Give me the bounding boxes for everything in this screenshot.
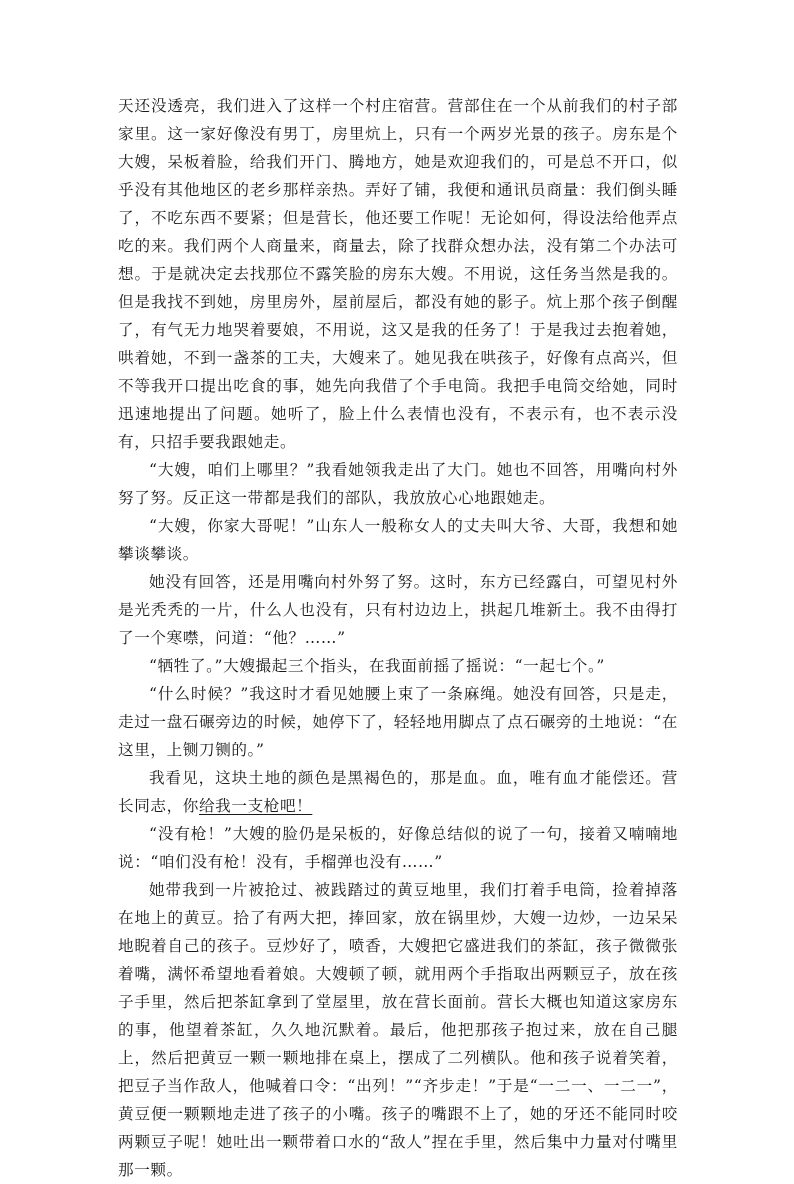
paragraph-7 [118,764,678,820]
paragraph-7-text: 我看见，这块土地的颜色是黑褐色的，那是血。血，唯有血才能偿还。营长同志，你 [118,769,678,815]
paragraph-3: “大嫂，你家大哥呢！”山东人一般称女人的丈夫叫大爷、大哥，我想和她攀谈攀谈。 [118,517,678,563]
paragraph-4: 她没有回答，还是用嘴向村外努了努。这时，东方已经露白，可望见村外是光秃秃的一片，什么人也没有，只有村边边上，拱起几堆新土。我不由得打了一个寒噤，问道：“他？……” [118,573,678,647]
paragraph-5: “牺牲了。”大嫂撮起三个指头，在我面前摇了摇说：“一起七个。” [149,657,605,675]
paragraph-2: “大嫂，咱们上哪里？”我看她领我走出了大门。她也不回答，用嘴向村外努了努。反正这一带都是我们的部队，我放放心心地跟她走。 [118,461,678,507]
paragraph-8: “没有枪！”大嫂的脸仍是呆板的，好像总结似的说了一句，接着又喃喃地说：“咱们没有枪！没有，手榴弹也没有……” [118,825,678,871]
paragraph-6: “什么时候？”我这时才看见她腰上束了一条麻绳。她没有回答，只是走，走过一盘石碾旁边的时候，她停下了，轻轻地用脚点了点石碾旁的土地说：“在这里，上铡刀铡的。” [118,685,678,759]
document-body [118,92,678,1184]
underlined-phrase: 给我一支枪吧！ [198,797,313,815]
paragraph-9: 她带我到一片被抢过、被践踏过的黄豆地里，我们打着手电筒，捡着掉落在地上的黄豆。拾了有两大把，捧回家，放在锅里炒，大嫂一边炒，一边呆呆地睨着自己的孩子。豆炒好了，喷香，大嫂把它盛进我们的茶缸，孩子微微张着嘴，满怀希望地看着娘。大嫂顿了顿，就用两个手指取出两颗豆子，放在孩子手里，然后把茶缸拿到了堂屋里，放在营长面前。营长大概也知道这家房东的事，他望着茶缸，久久地沉默着。最后，他把那孩子抱过来，放在自己腿上，然后把黄豆一颗一颗地排在桌上，摆成了二列横队。他和孩子说着笑着，把豆子当作敌人，他喊着口令：“出列！”“齐步走！”于是“一二一、一二一”，黄豆便一颗颗地走进了孩子的小嘴。孩子的嘴跟不上了，她的牙还不能同时咬两颗豆子呢！她吐出一颗带着口水的“敌人”捏在手里，然后集中力量对付嘴里那一颗。 [118,881,678,1179]
paragraph-1: 天还没透亮，我们进入了这样一个村庄宿营。营部住在一个从前我们的村子部家里。这一家好像没有男丁，房里炕上，只有一个两岁光景的孩子。房东是个大嫂，呆板着脸，给我们开门、腾地方，她是欢迎我们的，可是总不开口，似乎没有其他地区的老乡那样亲热。弄好了铺，我便和通讯员商量：我们倒头睡了，不吃东西不要紧；但是营长，他还要工作呢！无论如何，得设法给他弄点吃的来。我们两个人商量来，商量去，除了找群众想办法，没有第二个办法可想。于是就决定去找那位不露笑脸的房东大嫂。不用说，这任务当然是我的。但是我找不到她，房里房外，屋前屋后，都没有她的影子。炕上那个孩子倒醒了，有气无力地哭着要娘，不用说，这又是我的任务了！于是我过去抱着她，哄着她，不到一盏茶的工夫，大嫂来了。她见我在哄孩子，好像有点高兴，但不等我开口提出吃食的事，她先向我借了个手电筒。我把手电筒交给她，同时迅速地提出了问题。她听了，脸上什么表情也没有，不表示有，也不表示没有，只招手要我跟她走。 [118,97,678,451]
